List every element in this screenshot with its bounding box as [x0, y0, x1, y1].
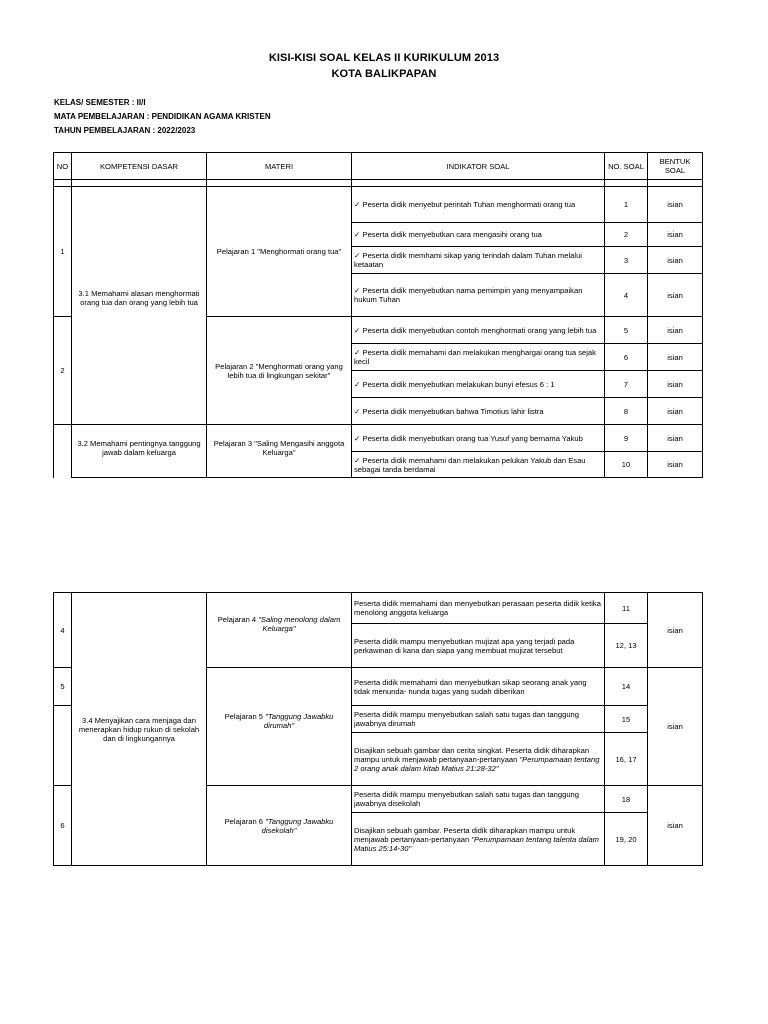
indikator-text: Peserta didik menyebutkan contoh menghormati orang yang lebih tua	[362, 325, 597, 335]
indikator-text: Peserta didik menyebutkan cara mengasihi orang tua	[362, 230, 542, 239]
materi-cell	[207, 786, 352, 866]
indikator-cell: Peserta didik mampu menyebutkan salah satu tugas dan tanggung jawabnya disekolah	[352, 786, 605, 813]
document-subtitle: KOTA BALIKPAPAN	[331, 68, 437, 80]
indikator-cell	[352, 247, 605, 274]
row-number: 6	[54, 786, 72, 866]
indikator-text: Peserta didik memhami sikap yang terindah dalam Tuhan melalui ketaatan	[354, 251, 582, 269]
check-icon: ✓	[354, 348, 361, 357]
header-kompetensi: KOMPETENSI DASAR	[72, 153, 207, 180]
indikator-cell	[352, 223, 605, 247]
indikator-cell	[352, 187, 605, 223]
kompetensi-dasar: 3.1 Memahami alasan menghormati orang tua dan orang yang lebih tua	[78, 289, 200, 307]
no-soal-cell: 6	[605, 344, 648, 371]
indikator-cell	[352, 425, 605, 452]
no-soal-cell: 2	[605, 223, 648, 247]
bentuk-cell: isian	[648, 223, 703, 247]
no-soal-cell: 14	[605, 668, 648, 706]
table-row	[54, 593, 703, 624]
kompetensi-dasar: 3.4 Menyajikan cara menjaga dan menerapkan hidup rukun di sekolah dan di lingkungannya	[72, 593, 207, 866]
no-soal-cell: 5	[605, 317, 648, 344]
bentuk-cell: isian	[648, 593, 703, 668]
materi-title: "Tanggung Jawabku disekolah"	[261, 816, 334, 835]
no-soal-cell: 10	[605, 452, 648, 478]
meta-kelas: KELAS/ SEMESTER : II/I	[54, 98, 146, 107]
materi-cell: Pelajaran 1 "Menghormati orang tua"	[207, 187, 352, 317]
no-soal-cell: 12, 13	[605, 624, 648, 668]
materi-prefix: Pelajaran 5	[224, 711, 266, 721]
meta-tahun: TAHUN PEMBELAJARAN : 2022/2023	[54, 126, 196, 135]
indikator-text: Peserta didik memahami dan melakukan menghargai orang tua sejak kecil	[354, 348, 596, 366]
kompetensi-dasar: 3.2 Memahami pentingnya tanggung jawab dalam keluarga	[72, 425, 207, 478]
bentuk-cell: isian	[648, 668, 703, 786]
no-soal-cell: 19, 20	[605, 813, 648, 866]
no-soal-cell: 3	[605, 247, 648, 274]
indikator-text: Peserta didik menyebutkan orang tua Yusuf yang bernama Yakub	[362, 433, 583, 443]
row-number: 4	[54, 593, 72, 668]
no-soal-cell: 7	[605, 371, 648, 398]
materi-prefix: Pelajaran 4	[217, 615, 259, 624]
indikator-cell	[352, 398, 605, 425]
bentuk-cell: isian	[648, 786, 703, 866]
indikator-text: Peserta didik menyebut perintah Tuhan menghormati orang tua	[362, 200, 576, 209]
indikator-cell	[352, 452, 605, 478]
table-header-row	[54, 153, 703, 180]
header-indikator: INDIKATOR SOAL	[352, 153, 605, 180]
document-title: KISI-KISI SOAL KELAS II KURIKULUM 2013	[268, 52, 500, 64]
kisi-table-1	[53, 152, 703, 478]
check-icon: ✓	[354, 230, 361, 239]
check-icon: ✓	[354, 251, 361, 260]
header-bentuk	[648, 153, 703, 180]
no-soal-cell: 8	[605, 398, 648, 425]
no-soal-cell: 4	[605, 274, 648, 317]
bentuk-cell: isian	[648, 274, 703, 317]
check-icon: ✓	[354, 406, 361, 416]
check-icon: ✓	[354, 200, 361, 209]
header-no: NO	[54, 153, 72, 180]
materi-title: "Tanggung Jawabku dirumah"	[263, 711, 334, 730]
indikator-cell: Peserta didik memahami dan menyebutkan sikap seorang anak yang tidak menunda- nunda tugas yang sudah diberikan	[352, 668, 605, 706]
kisi-table-2	[53, 592, 703, 866]
indikator-cell: Peserta didik memahami dan menyebutkan perasaan peserta didik ketika menolong anggota keluarga	[352, 593, 605, 624]
header-bentuk-text: BENTUK SOAL	[659, 157, 691, 175]
indikator-text: Peserta didik menyebutkan bahwa Timotius lahir listra	[362, 406, 544, 416]
indikator-text: Peserta didik menyebutkan nama pemimpin yang menyampaikan hukum Tuhan	[354, 286, 583, 304]
bentuk-cell: isian	[648, 371, 703, 398]
check-icon: ✓	[354, 433, 361, 443]
bentuk-cell: isian	[648, 317, 703, 344]
no-soal-cell: 16, 17	[605, 733, 648, 786]
no-soal-cell: 15	[605, 706, 648, 733]
indikator-text: Disajikan sebuah gambar dan cerita singkat. Peserta didik diharapkan mampu untuk menjawab pertanyaan-pertanyaan	[354, 745, 590, 764]
indikator-cell	[352, 317, 605, 344]
indikator-text: Disajikan sebuah gambar. Peserta didik diharapkan mampu untuk menjawab pertanyaan-pertanyaan	[354, 825, 576, 844]
no-soal-cell: 18	[605, 786, 648, 813]
no-soal-cell: 1	[605, 187, 648, 223]
bentuk-cell: isian	[648, 187, 703, 223]
materi-prefix: Pelajaran 6	[224, 816, 266, 826]
materi-title: "Saling menolong dalam Keluarga"	[258, 615, 341, 633]
header-materi: MATERI	[207, 153, 352, 180]
indikator-cell	[352, 274, 605, 317]
header-no-soal: NO. SOAL	[605, 153, 648, 180]
indikator-quote: "Perumpamaan tentang talenta dalam Matius 25:14-30"	[354, 834, 600, 853]
indikator-text: Peserta didik menyebutkan melakukan bunyi efesus 6 : 1	[362, 379, 555, 389]
table-row	[54, 425, 703, 452]
table-row	[54, 187, 703, 223]
row-number: 1	[54, 187, 72, 317]
indikator-cell: Peserta didik mampu menyebutkan salah satu tugas dan tanggung jawabnya dirumah	[352, 706, 605, 733]
bentuk-cell: isian	[648, 247, 703, 274]
bentuk-cell: isian	[648, 425, 703, 452]
indikator-quote: "Perumpamaan tentang 2 orang anak dalam kitab Matius 21:28-32"	[354, 754, 600, 773]
indikator-cell: Peserta didik mampu menyebutkan mujizat apa yang terjadi pada perkawinan di kana dan siapa yang membuat mujizat tersebut	[352, 624, 605, 668]
row-number: 2	[54, 317, 72, 425]
indikator-text: Peserta didik memahami dan melakukan pelukan Yakub dan Esau sebagai tanda berdamai	[354, 455, 586, 474]
indikator-cell	[352, 371, 605, 398]
kd-cell	[72, 187, 207, 425]
check-icon: ✓	[354, 455, 361, 465]
materi-cell: Pelajaran 2 "Menghormati orang yang lebih tua di lingkungan sekitar"	[207, 317, 352, 425]
no-soal-cell: 9	[605, 425, 648, 452]
check-icon: ✓	[354, 286, 361, 295]
bentuk-cell: isian	[648, 452, 703, 478]
bentuk-cell: isian	[648, 344, 703, 371]
indikator-cell	[352, 733, 605, 786]
materi-cell	[207, 593, 352, 668]
materi-cell: Pelajaran 3 "Saling Mengasihi anggota Keluarga"	[207, 425, 352, 478]
bentuk-cell: isian	[648, 398, 703, 425]
no-soal-cell: 11	[605, 593, 648, 624]
indikator-cell	[352, 813, 605, 866]
meta-mapel: MATA PEMBELAJARAN : PENDIDIKAN AGAMA KRISTEN	[54, 112, 271, 121]
check-icon: ✓	[354, 325, 361, 335]
check-icon: ✓	[354, 379, 361, 389]
indikator-cell	[352, 344, 605, 371]
row-number: 5	[54, 668, 72, 706]
materi-cell	[207, 706, 352, 786]
